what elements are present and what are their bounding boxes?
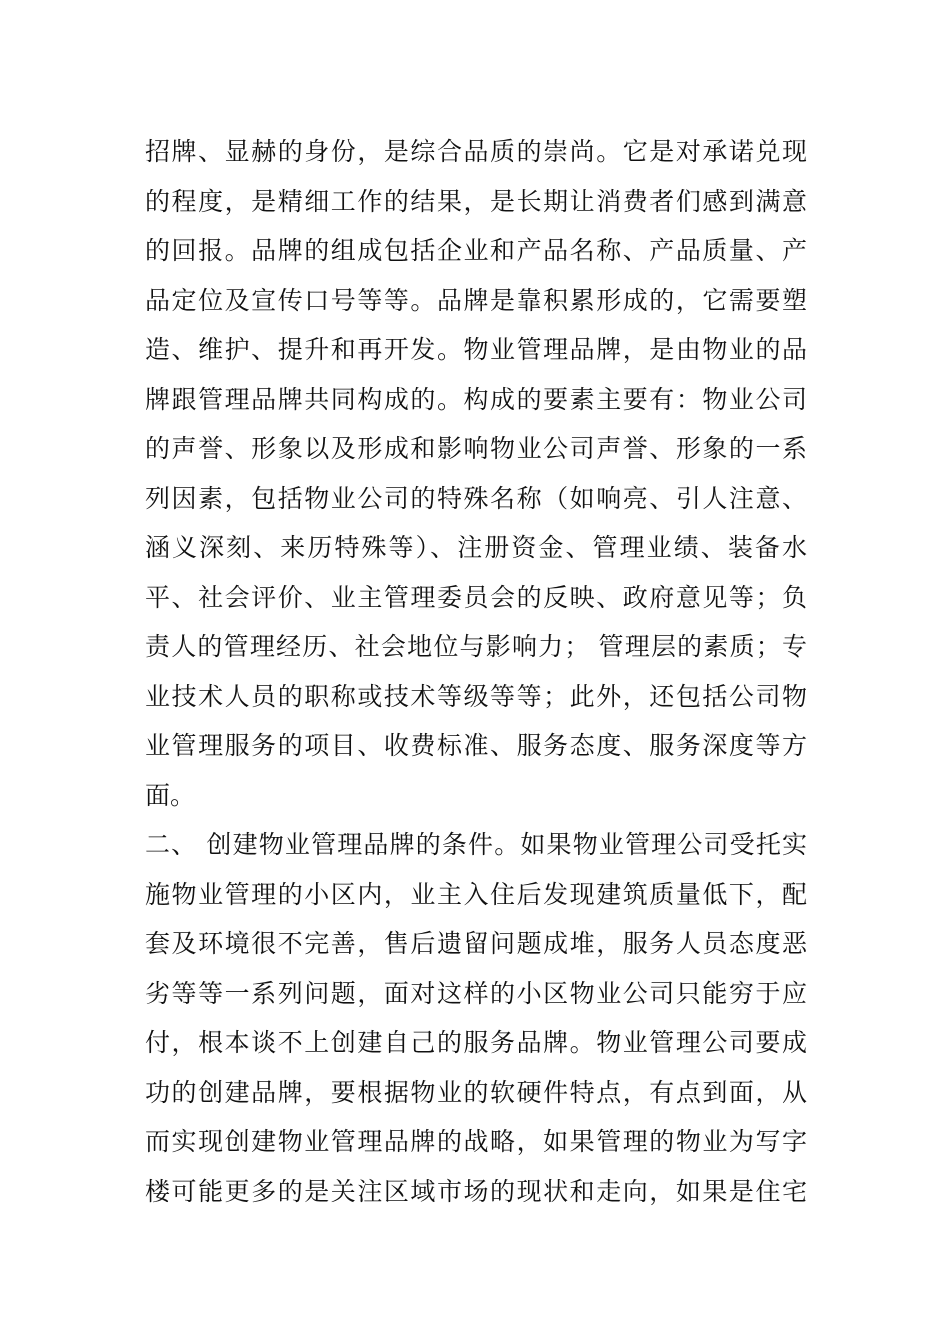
text-line: 施物业管理的小区内，业主入住后发现建筑质量低下，配: [145, 879, 807, 909]
text-line: 业技术人员的职称或技术等级等等；此外，还包括公司物: [145, 681, 807, 711]
text-line: 劣等等一系列问题，面对这样的小区物业公司只能穷于应: [145, 978, 807, 1008]
paragraph-brand-definition: [145, 127, 807, 820]
text-line: 的程度，是精细工作的结果，是长期让消费者们感到满意: [145, 186, 807, 216]
text-line: 平、社会评价、业主管理委员会的反映、政府意见等；负: [145, 582, 807, 612]
text-line: 的声誉、形象以及形成和影响物业公司声誉、形象的一系: [145, 434, 807, 463]
paragraph-brand-conditions: [145, 820, 807, 1216]
text-line: 的回报。品牌的组成包括企业和产品名称、产品质量、产: [145, 236, 807, 265]
text-line: 招牌、显赫的身份，是综合品质的崇尚。它是对承诺兑现: [145, 137, 807, 166]
text-line: 而实现创建物业管理品牌的战略，如果管理的物业为写字: [145, 1127, 807, 1156]
text-line: 涵义深刻、来历特殊等）、注册资金、管理业绩、装备水: [145, 533, 807, 562]
text-line: 面。: [145, 780, 196, 810]
text-line: 功的创建品牌，要根据物业的软硬件特点，有点到面，从: [145, 1077, 807, 1107]
text-line: 楼可能更多的是关注区域市场的现状和走向，如果是住宅: [145, 1176, 807, 1206]
text-line: 品定位及宣传口号等等。品牌是靠积累形成的，它需要塑: [145, 285, 807, 315]
text-line: 责人的管理经历、社会地位与影响力； 管理层的素质；专: [145, 632, 807, 661]
text-line: 列因素，包括物业公司的特殊名称（如响亮、引人注意、: [145, 483, 807, 513]
text-line: 付，根本谈不上创建自己的服务品牌。物业管理公司要成: [145, 1028, 807, 1057]
text-line: 牌跟管理品牌共同构成的。构成的要素主要有：物业公司: [145, 384, 807, 414]
section-heading-line: 二、 创建物业管理品牌的条件。如果物业管理公司受托实: [145, 830, 807, 859]
text-line: 套及环境很不完善，售后遗留问题成堆，服务人员态度恶: [145, 929, 807, 958]
text-line: 造、维护、提升和再开发。物业管理品牌，是由物业的品: [145, 335, 807, 364]
text-line: 业管理服务的项目、收费标准、服务态度、服务深度等方: [145, 731, 807, 760]
